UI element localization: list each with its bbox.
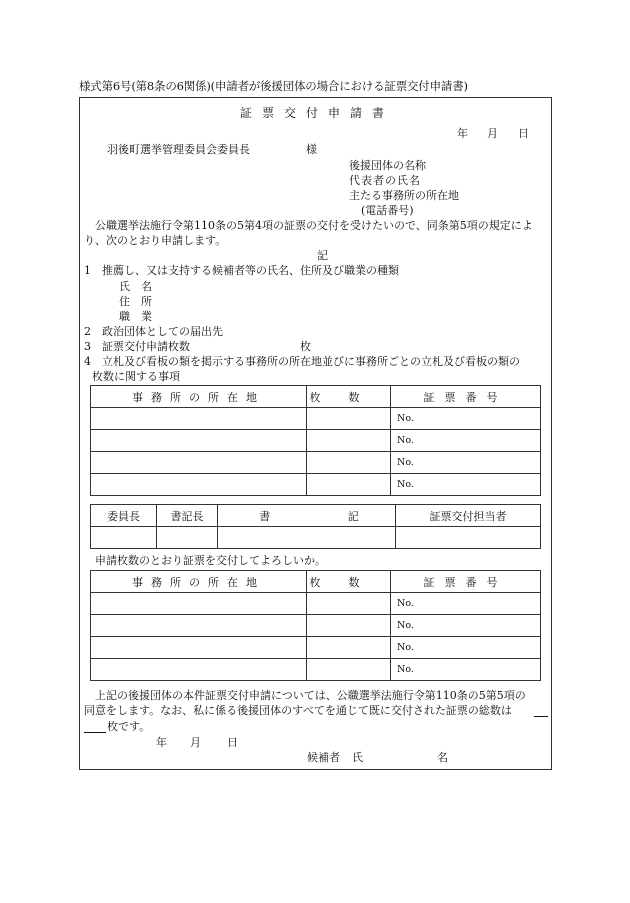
secretary-general-header: 書記長 [157,505,218,527]
addressee: 羽後町選挙管理委員会委員長 [107,143,250,156]
total-count-blank-2[interactable] [84,732,106,733]
count-cell[interactable] [307,408,391,430]
form-caption: 様式第6号(第8条の6関係)(申請者が後援団体の場合における証票交付申請書) [79,79,468,93]
office-location-cell[interactable] [91,430,307,452]
office-location-header: 事務所の所在地 [91,386,307,408]
item-1: 1 推薦し、又は支持する候補者等の氏名、住所及び職業の種類 [84,264,399,277]
table-row [91,659,541,681]
body-text-line1: 公職選挙法施行令第110条の5第4項の証票の交付を受けたいので、同条第5項の規定によ [95,219,533,232]
office-location-cell[interactable] [91,452,307,474]
certificate-number-cell[interactable]: No. [391,593,541,615]
certificate-number-header: 証票番号 [391,386,541,408]
office-location-cell[interactable] [91,637,307,659]
table-row [91,615,541,637]
office-table-2-header-row [91,571,541,593]
chairman-seal-cell[interactable] [91,527,157,549]
office-table-header-row [91,386,541,408]
candidate-mei-label: 名 [437,751,448,764]
org-name-label: 後援団体の名称 [349,159,426,172]
chairman-header: 委員長 [91,505,157,527]
footer-year-label: 年 [156,736,167,749]
honorific: 様 [306,143,317,156]
table-row [91,452,541,474]
candidate-name-label: 氏 名 [119,280,152,293]
total-count-blank-1[interactable] [534,716,548,717]
confirm-text: 申請枚数のとおり証票を交付してよろしいか。 [95,554,326,567]
candidate-label: 候補者 [307,751,340,764]
count-header: 枚数 [307,571,391,593]
item-4-line1: 4 立札及び看板の類を掲示する事務所の所在地並びに事務所ごとの立札及び看板の類の [84,355,520,368]
certificate-number-cell[interactable]: No. [391,659,541,681]
body-text-line2: り、次のとおり申請します。 [84,234,227,247]
count-cell[interactable] [307,430,391,452]
approval-seal-row [91,527,541,549]
office-location-cell[interactable] [91,659,307,681]
count-cell[interactable] [307,474,391,496]
table-row [91,408,541,430]
secretary-general-seal-cell[interactable] [157,527,218,549]
count-cell[interactable] [307,659,391,681]
office-location-cell[interactable] [91,408,307,430]
count-cell[interactable] [307,637,391,659]
office-location-cell[interactable] [91,615,307,637]
table-row [91,637,541,659]
table-row [91,430,541,452]
consent-line1: 上記の後援団体の本件証票交付申請については、公職選挙法施行令第110条の5第5項の [95,689,526,702]
form-title: 証票交付申請書 [240,106,395,120]
count-cell[interactable] [307,593,391,615]
footer-day-label: 日 [227,736,238,749]
date-month-label: 月 [487,127,498,140]
certificate-number-cell[interactable]: No. [391,408,541,430]
office-location-cell[interactable] [91,474,307,496]
certificate-number-cell[interactable]: No. [391,452,541,474]
consent-line3: 枚です。 [107,720,151,733]
approval-table [90,504,541,549]
count-header: 枚数 [307,386,391,408]
date-day-label: 日 [518,127,529,140]
office-location-header: 事務所の所在地 [91,571,307,593]
date-year-label: 年 [457,127,468,140]
consent-line2: 同意をします。なお、私に係る後援団体のすべてを通じて既に交付された証票の総数は [84,704,512,717]
office-table [90,385,541,496]
item-3: 3 証票交付申請枚数 [84,340,190,353]
certificate-number-cell[interactable]: No. [391,474,541,496]
clerk-header-second: 記 [312,505,396,527]
count-cell[interactable] [307,452,391,474]
office-location-cell[interactable] [91,593,307,615]
footer-month-label: 月 [190,736,201,749]
certificate-number-cell[interactable]: No. [391,430,541,452]
office-address-label: 主たる事務所の所在地 [349,189,459,202]
ki-label: 記 [317,249,328,262]
certificate-officer-seal-cell[interactable] [396,527,541,549]
certificate-number-header: 証票番号 [391,571,541,593]
candidate-shi-label: 氏 [352,751,363,764]
item-4-line2: 枚数に関する事項 [92,370,180,383]
certificate-officer-header: 証票交付担当者 [396,505,541,527]
candidate-address-label: 住 所 [119,295,152,308]
office-table-2 [90,570,541,681]
clerk-seal-cell[interactable] [218,527,396,549]
table-row [91,593,541,615]
phone-label: (電話番号) [361,204,414,217]
certificate-number-cell[interactable]: No. [391,615,541,637]
approval-header-row [91,505,541,527]
item-3-unit: 枚 [300,340,311,353]
item-2: 2 政治団体としての届出先 [84,325,223,338]
candidate-occupation-label: 職 業 [119,310,152,323]
clerk-header-first: 書 [218,505,312,527]
count-cell[interactable] [307,615,391,637]
table-row [91,474,541,496]
rep-name-label: 代表者の氏名 [349,174,421,187]
certificate-number-cell[interactable]: No. [391,637,541,659]
